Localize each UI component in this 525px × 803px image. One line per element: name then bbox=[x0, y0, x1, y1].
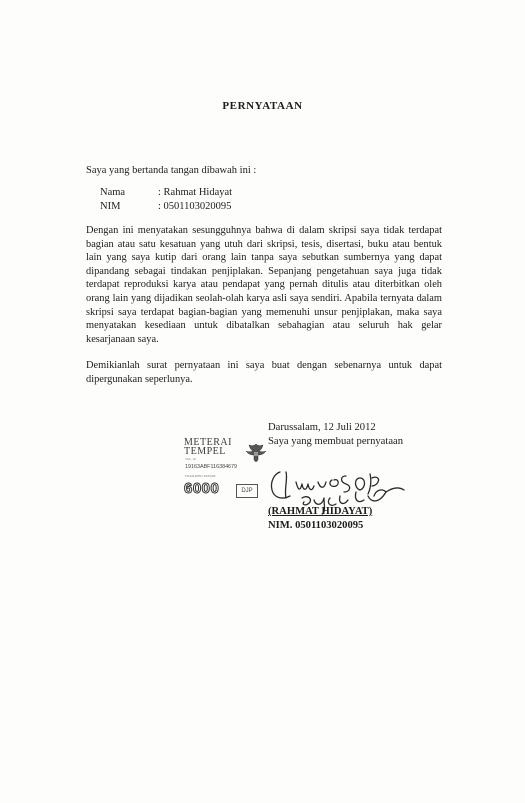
garuda-emblem-icon bbox=[243, 440, 269, 466]
identity-row-nim bbox=[100, 201, 231, 212]
stamp-serial: 19163ABF116384679 bbox=[185, 464, 238, 470]
stamp-code: DJP bbox=[236, 484, 258, 498]
identity-value: : Rahmat Hidayat bbox=[158, 187, 233, 198]
declarant-nim: NIM. 0501103020095 bbox=[268, 520, 364, 531]
stamp-small-text: ENAM RIBU RUPIAH bbox=[185, 474, 216, 478]
stamp-value: 6000 bbox=[184, 480, 220, 497]
identity-value: : 0501103020095 bbox=[158, 201, 232, 212]
declarant-label: Saya yang membuat pernyataan bbox=[268, 436, 404, 447]
identity-label: NIM bbox=[100, 201, 121, 212]
stamp-small-text: TGL. 20 bbox=[185, 457, 196, 461]
closing-paragraph: Demikianlah surat pernyataan ini saya buat dengan sebenarnya untuk dapat dipergunakan seperlunya. bbox=[86, 360, 442, 385]
identity-row-name bbox=[100, 187, 232, 198]
intro-text: Saya yang bertanda tangan dibawah ini : bbox=[86, 165, 257, 176]
place-date: Darussalam, 12 Juli 2012 bbox=[268, 422, 376, 433]
document-title: PERNYATAAN bbox=[222, 100, 303, 112]
stamp-title: METERAI TEMPEL bbox=[184, 437, 232, 457]
statement-paragraph: Dengan ini menyatakan sesungguhnya bahwa di dalam skripsi saya tidak terdapat bagian atau satu kesatuan yang utuh dari skripsi, tesis, disertasi, buku atau bentuk lain yang saya kutip dari orang lain tanpa saya sebutkan sumbernya yang dapat dipandang sebagai tindakan penjiplakan. Sepanjang pengetahuan saya juga tidak terdapat reproduksi karya atau pendapat yang pernah ditulis atau diterbitkan oleh orang lain yang dijadikan seolah-olah karya asli saya sendiri. Apabila ternyata dalam skripsi saya terdapat bagian-bagian yang memenuhi unsur penjiplakan, maka saya menyatakan kesediaan untuk dibatalkan sebahagian atau seluruh hak gelar kesarjanaan saya. bbox=[86, 225, 442, 345]
declarant-name: (RAHMAT HIDAYAT) bbox=[268, 506, 373, 517]
identity-label: Nama bbox=[100, 187, 126, 198]
